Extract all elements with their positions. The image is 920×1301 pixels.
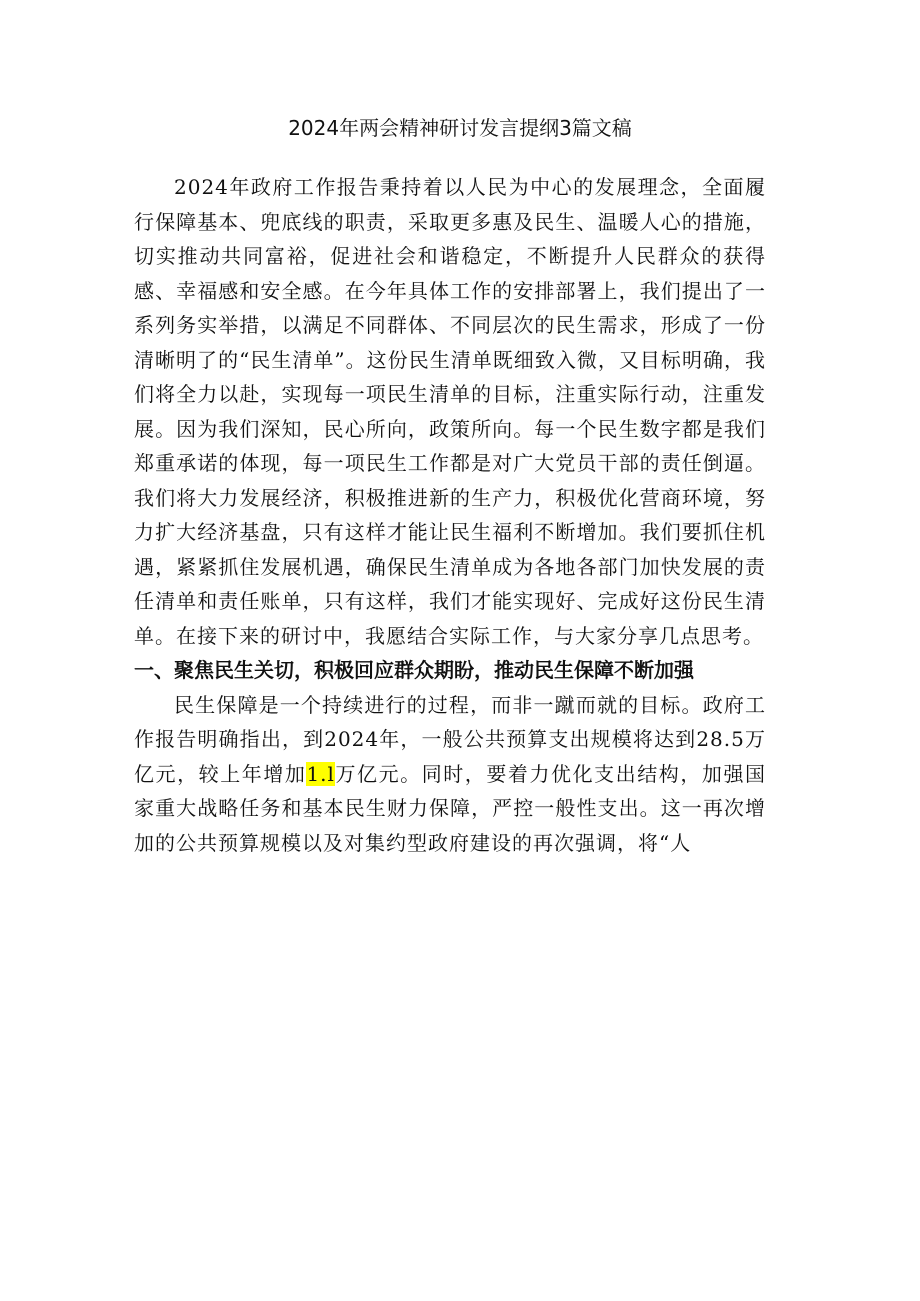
section-1-text-part2: 万亿元。同时，要着力优化支出结构，加强国家重大战略任务和基本民生财力保障，严控一般性支出。这一再次增加的公共预算规模以及对集约型政府建设的再次强调，将“人 — [134, 761, 767, 855]
section-heading-1: 一、聚焦民生关切，积极回应群众期盼，推动民生保障不断加强 — [134, 658, 694, 682]
highlighted-number: 1.l — [306, 761, 335, 786]
intro-paragraph: 2024年政府工作报告秉持着以人民为中心的发展理念，全面履行保障基本、兜底线的职责，采取更多惠及民生、温暖人心的措施，切实推动共同富裕，促进社会和谐稳定，不断提升人民群众的获得感、幸福感和安全感。在今年具体工作的安排部署上，我们提出了一系列务实举措，以满足不同群体、不同层次的民生需求，形成了一份清晰明了的“民生清单”。这份民生清单既细致入微，又目标明确，我们将全力以赴，实现每一项民生清单的目标，注重实际行动，注重发展。因为我们深知，民心所向，政策所向。每一个民生数字都是我们郑重承诺的体现，每一项民生工作都是对广大党员干部的责任倒逼。我们将大力发展经济，积极推进新的生产力，积极优化营商环境，努力扩大经济基盘，只有这样才能让民生福利不断增加。我们要抓住机遇，紧紧抓住发展机遇，确保民生清单成为各地各部门加快发展的责任清单和责任账单，只有这样，我们才能实现好、完成好这份民生清单。在接下来的研讨中，我愿结合实际工作，与大家分享几点思考。 — [134, 175, 766, 648]
section-1-paragraph — [134, 688, 766, 861]
document-body — [134, 170, 766, 860]
section-1-text-part1: 民生保障是一个持续进行的过程，而非一蹴而就的目标。政府工作报告明确指出，到2024年，一般公共预算支出规模将达到28.5万亿元，较上年增加 — [134, 692, 766, 786]
document-title: 2024年两会精神研讨发言提纲3篇文稿 — [288, 116, 632, 140]
